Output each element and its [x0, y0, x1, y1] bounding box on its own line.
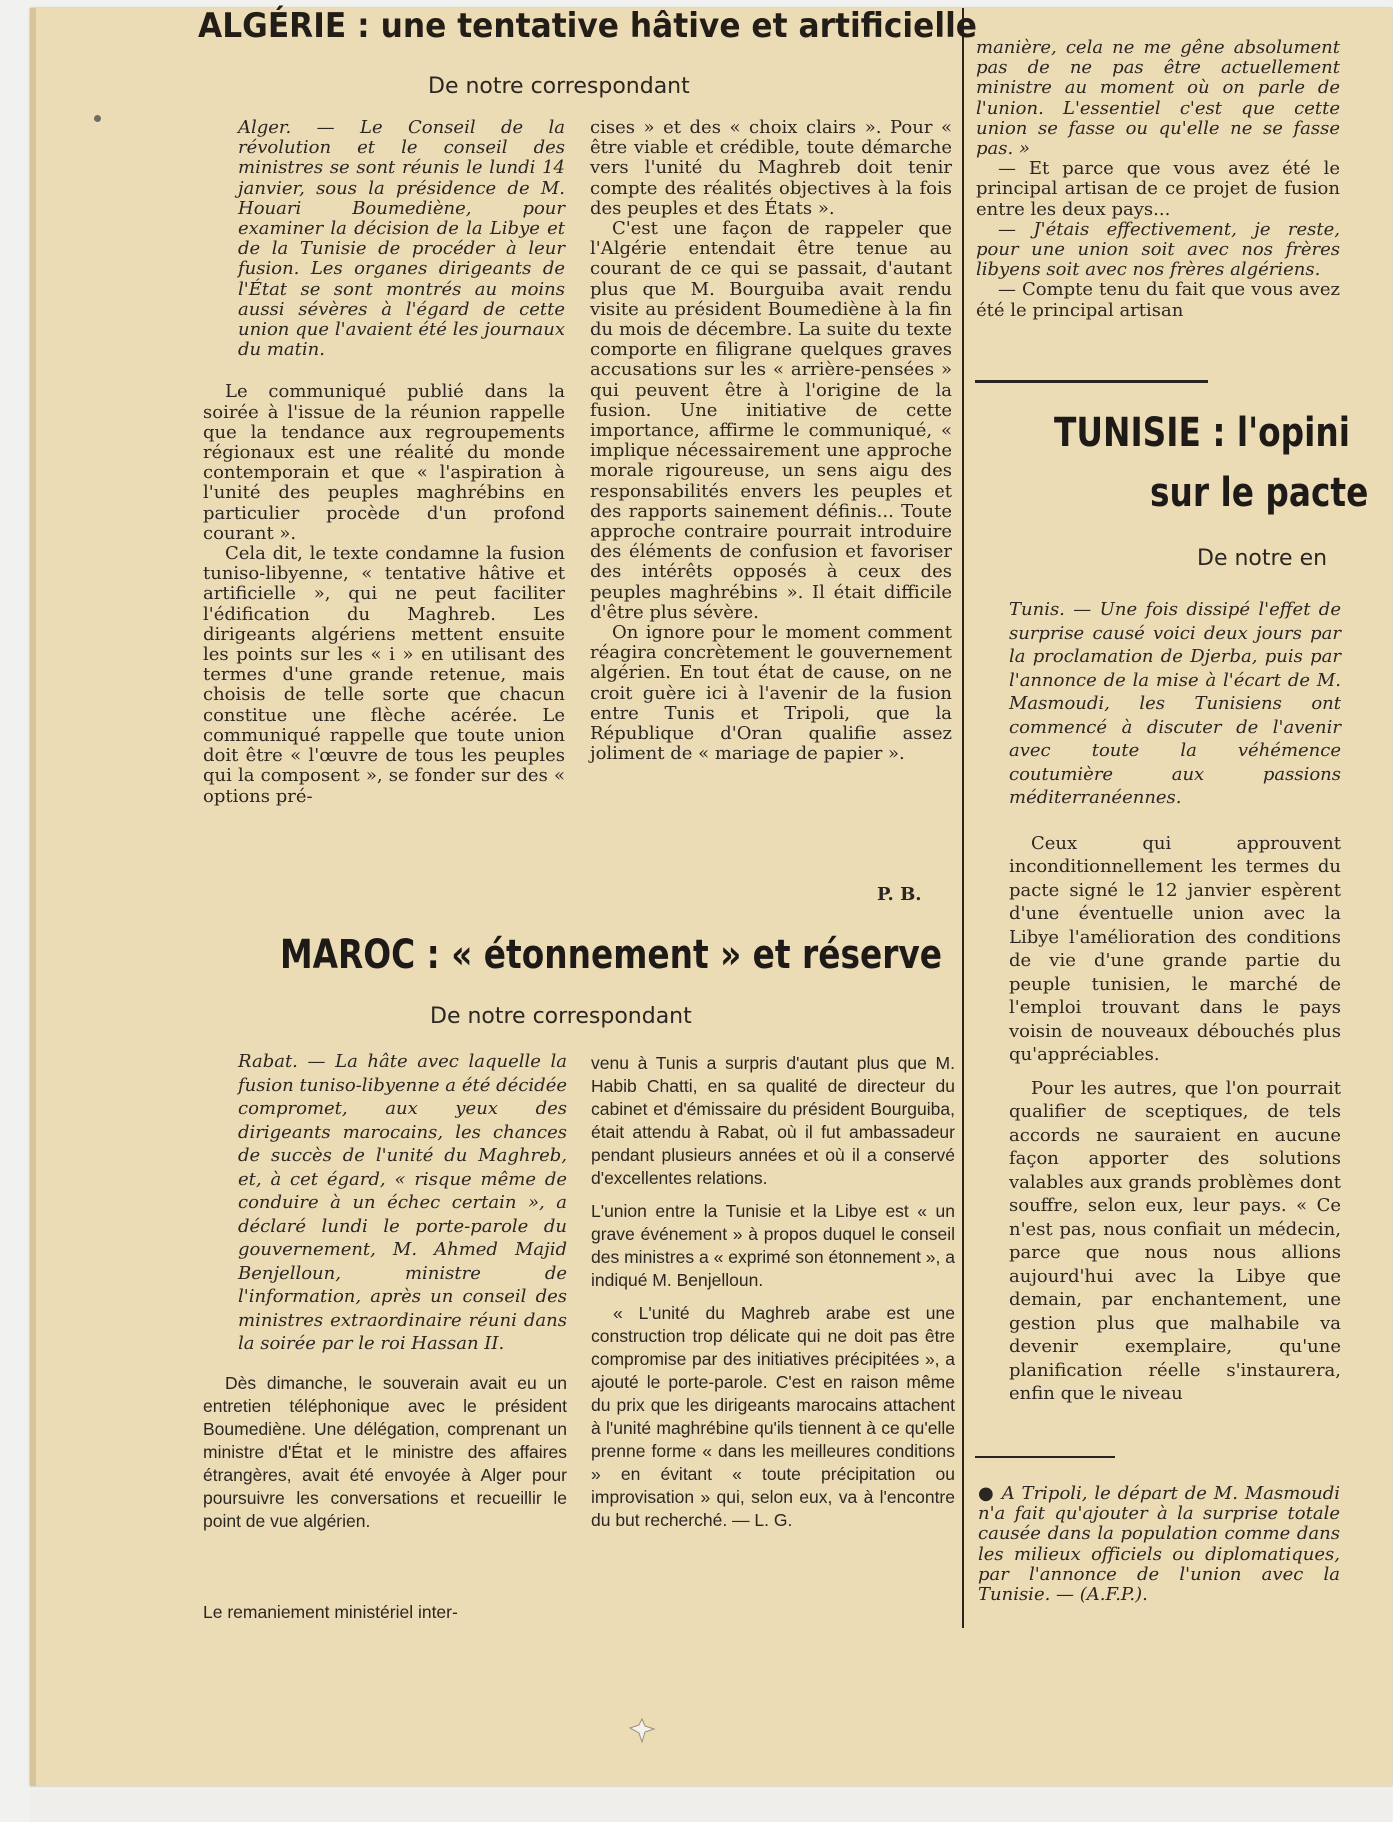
algerie-paragraph: Le communiqué publié dans la soirée à l'issue de la réunion rappelle que la tendance aux regroupements régionaux est une réalité du monde contemporain et que « l'aspiration à l'unité des peuples maghrébins en particulier procède d'un profond courant ».	[203, 381, 565, 544]
algerie-column-2	[590, 118, 952, 765]
algerie-headline: ALGÉRIE : une tentative hâtive et artificielle	[198, 6, 978, 46]
maroc-headline: MAROC : « étonnement » et réserve	[280, 932, 943, 978]
algerie-paragraph: On ignore pour le moment comment réagira concrètement le gouvernement algérien. En tout état de cause, on ne croit guère ici à l'avenir de la fusion entre Tunis et Tripoli, que la République d'Oran qualifie assez joliment de « mariage de papier ».	[590, 622, 952, 765]
algerie-column-1	[203, 118, 565, 807]
algerie-byline: De notre correspondant	[428, 74, 690, 99]
maroc-lead: Rabat. — La hâte avec laquelle la fusion tuniso-libyenne a été décidée compromet, aux yeux des dirigeants marocains, les chances de succès de l'unité du Maghreb, et, à cet égard, « risque même de conduire à un échec certain », a déclaré lundi le porte-parole du gouvernement, M. Ahmed Majid Benjelloun, ministre de l'information, après un conseil des ministres extraordinaire réuni dans la soirée par le roi Hassan II.	[238, 1051, 567, 1354]
interview-text: — J'étais effectivement, je reste, pour une union soit avec nos frères libyens soit avec nos frères algériens.	[976, 218, 1340, 281]
clipping-bottom-edge	[30, 1790, 1392, 1822]
interview-text: — Et parce que vous avez été le principal artisan de ce projet de fusion entre les deux pays...	[976, 158, 1340, 220]
maroc-paragraph-continued: venu à Tunis a surpris d'autant plus que M. Habib Chatti, en sa qualité de directeur du cabinet et d'émissaire du président Bourguiba, était attendu à Rabat, où il fut ambassadeur pendant plusieurs années et où il a conservé d'excellentes relations.	[591, 1053, 955, 1188]
interview-text: manière, cela ne me gêne absolument pas de ne pas être actuellement ministre au moment où on parle de l'union. L'essentiel c'est que cette union se fasse ou qu'elle ne se fasse pas. »	[976, 37, 1340, 160]
tunisie-headline-line-1: TUNISIE : l'opini	[1054, 410, 1350, 456]
algerie-signature: P. B.	[877, 884, 922, 905]
maroc-paragraph: L'union entre la Tunisie et la Libye est « un grave événement » à propos duquel le conseil des ministres a « exprimé son étonnement », a indiqué M. Benjelloun.	[591, 1201, 955, 1290]
section-rule	[975, 1456, 1115, 1458]
column-rule	[962, 8, 964, 1628]
maroc-byline: De notre correspondant	[430, 1004, 692, 1029]
tunisie-headline-line-2: sur le pacte	[1150, 470, 1369, 516]
tear-mark	[627, 1716, 657, 1746]
section-rule	[975, 380, 1208, 383]
tunisie-brief: ● A Tripoli, le départ de M. Masmoudi n'a fait qu'ajouter à la surprise totale causée dans la population comme dans les milieux officiels ou diplomatiques, par l'annonce de l'union avec la Tunisie. — (A.F.P.).	[978, 1483, 1340, 1606]
maroc-column-1	[203, 1050, 567, 1533]
maroc-paragraph: Le remaniement ministériel inter-	[203, 1602, 458, 1622]
maroc-column-1-end	[203, 1601, 567, 1624]
interview-column	[976, 38, 1340, 321]
algerie-paragraph: C'est une façon de rappeler que l'Algérie entendait être tenue au courant de ce qui se passait, d'autant plus que M. Bourguiba avait rendu visite au président Boumediène à la fin du mois de décembre. La suite du texte comporte en filigrane quelques graves accusations sur les « arrière-pensées » qui peuvent être à l'origine de la fusion. Une initiative de cette importance, affirme le communiqué, « implique nécessairement une approche morale rigoureuse, un sens aigu des responsabilités envers les peuples et des rapports sainement définis... Toute approche contraire pourrait introduire des éléments de confusion et favoriser des intérêts opposés à ceux des peuples maghrébins ». Il était difficile d'être plus sévère.	[590, 218, 952, 623]
algerie-paragraph: cises » et des « choix clairs ». Pour « être viable et crédible, toute démarche vers l'unité du Maghreb doit tenir compte des réalités objectives à la fois des peuples et des États ».	[590, 117, 952, 219]
maroc-column-2	[591, 1052, 955, 1532]
algerie-lead: Alger. — Le Conseil de la révolution et le conseil des ministres se sont réunis le lundi 14 janvier, sous la présidence de M. Houari Boumediène, pour examiner la décision de la Libye et de la Tunisie de procéder à leur fusion. Les organes dirigeants de l'État se sont montrés au moins aussi sévères à l'égard de cette union que l'avaient été les journaux du matin.	[238, 117, 565, 361]
tunisie-byline: De notre en	[1197, 546, 1328, 571]
algerie-paragraph: Cela dit, le texte condamne la fusion tuniso-libyenne, « tentative hâtive et artificielle », qui ne peut faciliter l'édification du Maghreb. Les dirigeants algériens mettent ensuite les points sur les « i » en utilisant des termes d'une grande retenue, mais choisis de telle sorte que chacun constitue une flèche acérée. Le communiqué rappelle que toute union doit être « l'œuvre de tous les peuples qui la composent », se fonder sur des « options pré-	[203, 543, 565, 807]
tunisie-paragraph: Pour les autres, que l'on pourrait qualifier de sceptiques, de tels accords ne sauraient en aucune façon apporter des solutions valables aux grands problèmes dont souffre, selon eux, leur pays. « Ce n'est pas, nous confiait un médecin, parce que nous nous allions aujourd'hui avec la Libye que demain, par enchantement, une gestion plus que malhabile va devenir exemplaire, qu'une planification réelle s'instaurera, enfin que le niveau	[1009, 1077, 1341, 1404]
tunisie-column	[1009, 598, 1341, 1406]
tunisie-paragraph: Ceux qui approuvent inconditionnellement les termes du pacte signé le 12 janvier espèrent d'une éventuelle union avec la Libye l'amélioration des conditions de vie d'une grande partie du peuple tunisien, le marché de l'emploi trouvant dans le pays voisin de nouveaux débouchés plus qu'appréciables.	[1009, 832, 1341, 1065]
clipping-shadow	[30, 8, 36, 1786]
interview-text: — Compte tenu du fait que vous avez été le principal artisan	[976, 279, 1340, 321]
punch-hole	[94, 115, 101, 122]
tunisie-lead: Tunis. — Une fois dissipé l'effet de surprise causé voici deux jours par la proclamation de Djerba, puis par l'annonce de la mise à l'écart de M. Masmoudi, les Tunisiens ont commencé à discuter de l'avenir avec toute la véhémence coutumière aux passions méditerranéennes.	[1009, 599, 1341, 808]
maroc-paragraph: « L'unité du Maghreb arabe est une construction trop délicate qui ne doit pas être compromise par des initiatives précipitées », a ajouté le porte-parole. C'est en raison même du prix que les dirigeants marocains attachent à l'unité maghrébine qu'ils tiennent à ce qu'elle prenne forme « dans les meilleures conditions » en évitant « toute précipitation ou improvisation » qui, selon eux, va à l'encontre du but recherché. — L. G.	[591, 1303, 955, 1530]
maroc-paragraph: Dès dimanche, le souverain avait eu un entretien téléphonique avec le président Boumediène. Une délégation, comprenant un ministre d'État et le ministre des affaires étrangères, avait été envoyée à Alger pour poursuivre les conversations et recueillir le point de vue algérien.	[203, 1372, 567, 1531]
